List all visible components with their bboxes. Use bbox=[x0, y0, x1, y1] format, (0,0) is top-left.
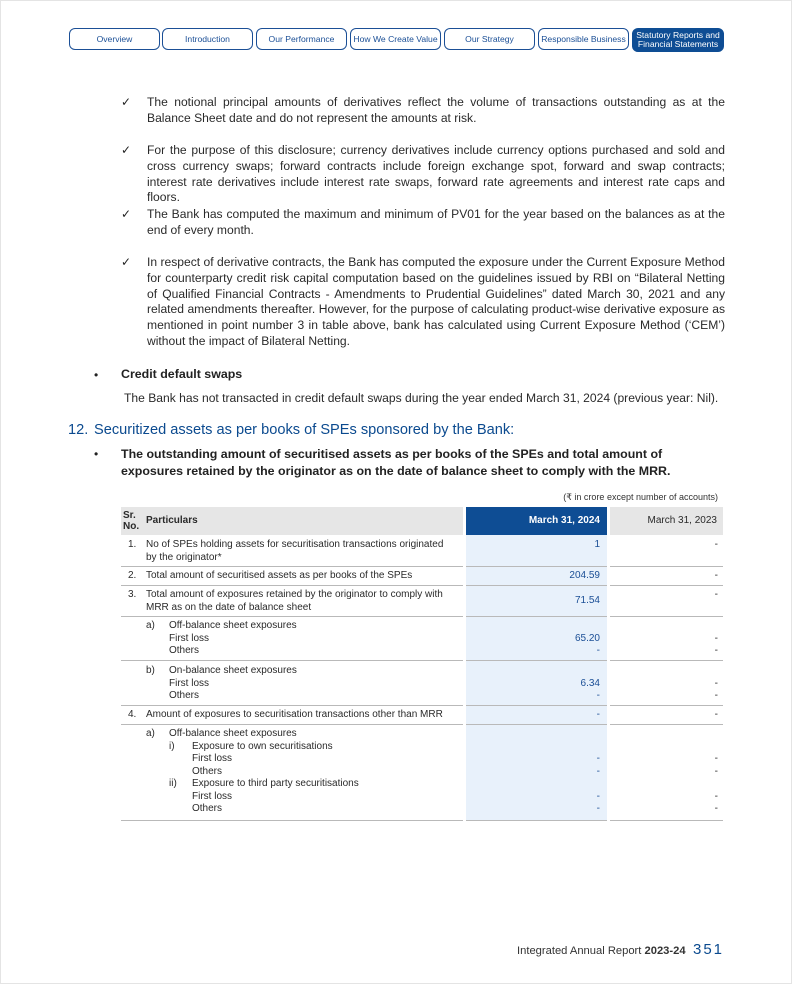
row-divider bbox=[121, 724, 463, 725]
row1-line1: No of SPEs holding assets for securitisation transactions originated bbox=[146, 539, 444, 550]
row1-prev: - bbox=[714, 539, 718, 550]
row3b-text bbox=[169, 665, 297, 703]
row4-number: 4. bbox=[128, 709, 137, 720]
row4a-i-prev bbox=[610, 753, 718, 778]
row3b-prev bbox=[610, 678, 718, 703]
row3-current: 71.54 bbox=[574, 595, 600, 606]
row4a-i-text bbox=[192, 741, 333, 779]
row-divider bbox=[466, 660, 607, 661]
row-divider bbox=[610, 724, 723, 725]
cds-heading: Credit default swaps bbox=[121, 367, 243, 381]
row4a-ii-others: Others bbox=[192, 803, 223, 814]
row-divider bbox=[466, 705, 607, 706]
row-divider bbox=[466, 724, 607, 725]
row4-text: Amount of exposures to securitisation transactions other than MRR bbox=[146, 709, 443, 720]
row1-line2: by the originator* bbox=[146, 551, 222, 563]
section-nav bbox=[69, 28, 724, 52]
row-divider bbox=[466, 566, 607, 567]
row4a-ii-label: ii) bbox=[169, 778, 177, 789]
bullet-icon: • bbox=[94, 368, 99, 382]
row3a-label: a) bbox=[146, 620, 155, 631]
row3a-others-prev: - bbox=[714, 645, 718, 656]
tab-overview[interactable]: Overview bbox=[69, 28, 160, 50]
row4a-i-first-prev: - bbox=[714, 753, 718, 764]
row3a-first-current: 65.20 bbox=[574, 632, 600, 644]
row3b-label: b) bbox=[146, 665, 155, 676]
row3b-others: Others bbox=[169, 690, 200, 701]
header-sr-line2: No. bbox=[123, 521, 140, 532]
section-bullet-text: The outstanding amount of securitised assets as per books of the SPEs and total amount of exposures retained by the originator as on the date of balance sheet to comply with the MRR. bbox=[121, 447, 671, 478]
row-divider bbox=[610, 566, 723, 567]
row3-line1: Total amount of exposures retained by the originator to comply with bbox=[146, 589, 443, 600]
tab-our-strategy[interactable]: Our Strategy bbox=[444, 28, 535, 50]
tab-responsible-business[interactable]: Responsible Business bbox=[538, 28, 629, 50]
row2-text: Total amount of securitised assets as per books of the SPEs bbox=[146, 570, 413, 581]
header-sr bbox=[123, 510, 139, 532]
unit-note: (₹ in crore except number of accounts) bbox=[563, 492, 718, 502]
row-divider bbox=[466, 820, 607, 821]
row4-prev: - bbox=[714, 709, 718, 720]
row-divider bbox=[466, 585, 607, 586]
cds-text: The Bank has not transacted in credit default swaps during the year ended March 31, 2024 (previous year: Nil). bbox=[124, 391, 719, 405]
page-number: 351 bbox=[693, 941, 725, 958]
footer-year: 2023-24 bbox=[644, 945, 686, 957]
row4a-ii-prev bbox=[610, 791, 718, 816]
row3a-first-prev: - bbox=[714, 632, 718, 644]
row3b-first-current: 6.34 bbox=[580, 677, 600, 689]
paragraph-notional: The notional principal amounts of derivatives reflect the volume of transactions outstanding as at the Balance Sheet date and do not represent the amounts at risk. bbox=[147, 95, 725, 125]
row3-prev: - bbox=[714, 589, 718, 600]
footer-report bbox=[517, 945, 686, 957]
row1-number: 1. bbox=[128, 539, 137, 550]
row3a-first-loss: First loss bbox=[169, 632, 209, 644]
check-icon: ✓ bbox=[121, 143, 132, 157]
row3a-text bbox=[169, 620, 297, 658]
paragraph-pv01: The Bank has computed the maximum and minimum of PV01 for the year based on the balances as at the end of every month. bbox=[147, 207, 725, 237]
row-divider bbox=[121, 616, 463, 617]
row4a-ii-first-prev: - bbox=[714, 790, 718, 802]
check-icon: ✓ bbox=[121, 207, 132, 221]
tab-statutory-line2: Financial Statements bbox=[637, 39, 719, 49]
row-divider bbox=[121, 660, 463, 661]
check-icon: ✓ bbox=[121, 95, 132, 109]
tab-introduction[interactable]: Introduction bbox=[162, 28, 253, 50]
tab-our-performance[interactable]: Our Performance bbox=[256, 28, 347, 50]
row3-text bbox=[146, 589, 443, 614]
tab-statutory-line1: Statutory Reports and bbox=[636, 30, 720, 40]
header-march-2024: March 31, 2024 bbox=[528, 515, 600, 526]
row3b-title: On-balance sheet exposures bbox=[169, 665, 297, 676]
header-sr-line1: Sr. bbox=[123, 510, 136, 521]
row4a-i-others-prev: - bbox=[714, 765, 718, 777]
tab-statutory-reports[interactable] bbox=[632, 28, 724, 52]
row4a-ii-text bbox=[192, 778, 359, 816]
row3b-others-prev: - bbox=[714, 690, 718, 701]
row2-current: 204.59 bbox=[569, 570, 600, 581]
row-divider bbox=[466, 616, 607, 617]
row-divider bbox=[610, 660, 723, 661]
row-divider bbox=[610, 705, 723, 706]
paragraph-cem: In respect of derivative contracts, the Bank has computed the exposure under the Current Exposure Method for counterparty credit risk capital computation based on the guidelines issued by RBI on “Bilateral Netting of Qualified Financial Contracts - Amendments to Prudential Guidelines” dated March 30, 2021 and any related amendments thereafter. However, for the purpose of calculating product-wise derivative exposure as mentioned in point number 3 in table above, bank has calculated using Current Exposure Method (‘CEM’) without the impact of Bilateral Netting. bbox=[147, 255, 725, 348]
check-icon: ✓ bbox=[121, 255, 132, 269]
row-divider bbox=[610, 585, 723, 586]
section-title bbox=[68, 422, 514, 438]
row-divider bbox=[121, 820, 463, 821]
row4a-i-current bbox=[466, 753, 600, 778]
row4a-ii-title: Exposure to third party securitisations bbox=[192, 778, 359, 789]
tab-how-we-create-value[interactable]: How We Create Value bbox=[350, 28, 441, 50]
row-divider bbox=[610, 616, 723, 617]
section-number: 12. bbox=[68, 422, 89, 438]
row4a-ii-first-loss: First loss bbox=[192, 790, 232, 802]
row4a-ii-others-current: - bbox=[596, 803, 600, 814]
row2-prev: - bbox=[714, 570, 718, 581]
row3a-others: Others bbox=[169, 645, 200, 656]
header-march-2023: March 31, 2023 bbox=[647, 515, 717, 526]
row4a-i-title: Exposure to own securitisations bbox=[192, 740, 333, 752]
row1-current: 1 bbox=[594, 539, 600, 550]
row-divider bbox=[121, 566, 463, 567]
row3b-current bbox=[466, 678, 600, 703]
row4-current: - bbox=[596, 709, 600, 720]
row3b-others-current: - bbox=[596, 690, 600, 701]
row4a-ii-others-prev: - bbox=[714, 803, 718, 814]
row4a-title: Off-balance sheet exposures bbox=[169, 728, 297, 739]
row4a-label: a) bbox=[146, 728, 155, 739]
row3-number: 3. bbox=[128, 589, 137, 600]
section-title-text: Securitized assets as per books of SPEs sponsored by the Bank: bbox=[94, 422, 515, 438]
row3a-prev bbox=[610, 633, 718, 658]
row4a-i-first-loss: First loss bbox=[192, 753, 232, 764]
row4a-i-others-current: - bbox=[596, 765, 600, 777]
row1-text bbox=[146, 539, 443, 564]
row3a-title: Off-balance sheet exposures bbox=[169, 620, 297, 631]
row3a-current bbox=[466, 633, 600, 658]
bullet-icon: • bbox=[94, 447, 99, 461]
row4a-ii-first-current: - bbox=[596, 790, 600, 802]
row-divider bbox=[610, 820, 723, 821]
row-divider bbox=[121, 585, 463, 586]
row-divider bbox=[121, 705, 463, 706]
row4a-i-first-current: - bbox=[596, 753, 600, 764]
row4a-i-label: i) bbox=[169, 740, 175, 752]
header-particulars: Particulars bbox=[146, 515, 198, 526]
paragraph-currency-derivatives: For the purpose of this disclosure; currency derivatives include currency options purchased and sold and cross currency swaps; forward contracts include foreign exchange spot, forward and swap contracts; interest rate derivatives include interest rate swaps, forward rate agreements and interest rate caps and floors. bbox=[147, 143, 725, 205]
row4a-i-others: Others bbox=[192, 765, 223, 777]
row3a-others-current: - bbox=[596, 645, 600, 656]
row2-number: 2. bbox=[128, 570, 137, 581]
row4a-ii-current bbox=[466, 791, 600, 816]
row3b-first-loss: First loss bbox=[169, 677, 209, 689]
footer-report-name: Integrated Annual Report bbox=[517, 945, 642, 957]
row3b-first-prev: - bbox=[714, 677, 718, 689]
row3-line2: MRR as on the date of balance sheet bbox=[146, 601, 312, 613]
